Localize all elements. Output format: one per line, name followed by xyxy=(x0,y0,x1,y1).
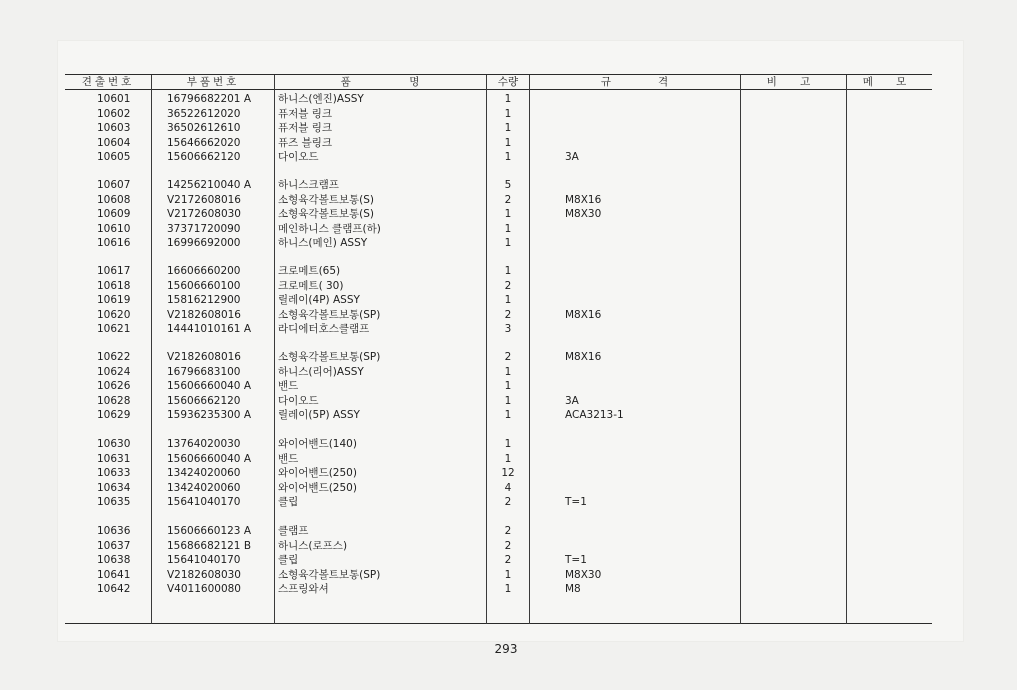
part-name: 하니스(리어)ASSY xyxy=(278,365,364,378)
quantity: 1 xyxy=(504,365,512,378)
part-name: 다이오드 xyxy=(278,394,319,407)
part-name: 클립 xyxy=(278,496,299,508)
header-part-name: 품 명 xyxy=(340,76,421,88)
part-no: 15641040170 xyxy=(167,554,241,566)
spec: ACA3213-1 xyxy=(565,409,624,421)
table-row xyxy=(0,207,1017,221)
index-no: 10636 xyxy=(97,525,131,537)
index-no: 10622 xyxy=(97,351,131,363)
table-row xyxy=(0,452,1017,466)
part-name: 퓨저블 링크 xyxy=(278,122,333,134)
index-no: 10633 xyxy=(97,467,131,479)
index-no: 10617 xyxy=(97,265,131,277)
quantity: 2 xyxy=(504,496,512,508)
quantity: 1 xyxy=(504,122,512,134)
part-no: 13424020060 xyxy=(167,467,241,479)
part-name: 밴드 xyxy=(278,380,299,392)
quantity: 1 xyxy=(504,237,512,249)
quantity: 1 xyxy=(504,151,512,163)
part-name: 메인하니스 클램프(하) xyxy=(278,222,381,235)
part-no: 36522612020 xyxy=(167,107,241,120)
part-no: V2182608030 xyxy=(167,568,241,581)
index-no: 10628 xyxy=(97,394,131,407)
part-name: 퓨저블 링크 xyxy=(278,107,333,120)
table-row xyxy=(0,466,1017,480)
part-no: V2172608016 xyxy=(167,193,241,206)
table-row xyxy=(0,293,1017,307)
part-name: 스프링와셔 xyxy=(278,583,329,595)
header-remarks: 비 고 xyxy=(766,76,821,88)
index-no: 10631 xyxy=(97,452,131,465)
part-name: 소형육각볼트보통(S) xyxy=(278,208,375,220)
quantity: 1 xyxy=(504,294,512,306)
part-no: 15606660040 A xyxy=(167,380,252,392)
quantity: 2 xyxy=(504,193,512,206)
table-row xyxy=(0,365,1017,379)
table-row xyxy=(0,222,1017,236)
part-name: 하니스(메인) ASSY xyxy=(278,237,368,249)
quantity: 1 xyxy=(504,452,512,465)
part-name: 퓨즈 블링크 xyxy=(278,136,333,149)
quantity: 2 xyxy=(504,554,512,566)
table-row xyxy=(0,121,1017,135)
spec: M8X30 xyxy=(565,568,602,581)
index-no: 10629 xyxy=(97,409,131,421)
part-no: 15606662120 xyxy=(167,394,241,407)
header-index-no: 견출번호 xyxy=(81,76,135,88)
index-no: 10608 xyxy=(97,193,131,206)
table-row xyxy=(0,322,1017,336)
index-no: 10618 xyxy=(97,279,131,292)
table-row xyxy=(0,279,1017,293)
table-row xyxy=(0,524,1017,538)
spec: 3A xyxy=(565,151,579,163)
quantity: 2 xyxy=(504,351,512,363)
quantity: 1 xyxy=(504,583,512,595)
table-bottom-rule xyxy=(65,623,932,624)
index-no: 10621 xyxy=(97,323,131,335)
table-row xyxy=(0,350,1017,364)
table-row xyxy=(0,193,1017,207)
index-no: 10619 xyxy=(97,294,131,306)
part-name: 다이오드 xyxy=(278,151,319,163)
index-no: 10607 xyxy=(97,179,131,191)
quantity: 2 xyxy=(504,525,512,537)
part-no: V4011600080 xyxy=(167,583,241,595)
index-no: 10603 xyxy=(97,122,131,134)
table-row xyxy=(0,553,1017,567)
part-name: 릴레이(5P) ASSY xyxy=(278,409,360,421)
part-name: 와이어밴드(250) xyxy=(278,467,357,479)
part-no: 15606660100 xyxy=(167,279,241,292)
quantity: 1 xyxy=(504,380,512,392)
table-row xyxy=(0,150,1017,164)
quantity: 1 xyxy=(504,208,512,220)
part-name: 와이어밴드(140) xyxy=(278,438,357,450)
quantity: 1 xyxy=(504,136,512,149)
header-bottom-rule xyxy=(65,89,932,90)
index-no: 10601 xyxy=(97,93,131,105)
part-no: 14256210040 A xyxy=(167,179,252,191)
part-no: 13424020060 xyxy=(167,481,241,494)
quantity: 1 xyxy=(504,568,512,581)
part-no: 15606660123 A xyxy=(167,525,252,537)
table-row xyxy=(0,178,1017,192)
index-no: 10634 xyxy=(97,481,131,494)
index-no: 10620 xyxy=(97,308,131,321)
quantity: 1 xyxy=(504,265,512,277)
header-memo: 메 모 xyxy=(862,76,917,88)
table-row xyxy=(0,481,1017,495)
index-no: 10604 xyxy=(97,136,131,149)
quantity: 1 xyxy=(504,93,512,105)
quantity: 5 xyxy=(504,179,512,191)
part-name: 밴드 xyxy=(278,452,299,465)
index-no: 10630 xyxy=(97,438,131,450)
table-row xyxy=(0,437,1017,451)
table-row xyxy=(0,107,1017,121)
part-no: 37371720090 xyxy=(167,222,241,235)
spec: T=1 xyxy=(565,554,587,566)
part-no: V2172608030 xyxy=(167,208,241,220)
index-no: 10609 xyxy=(97,208,131,220)
part-name: 소형육각볼트보통(SP) xyxy=(278,308,381,321)
spec: 3A xyxy=(565,394,579,407)
quantity: 2 xyxy=(504,279,512,292)
quantity: 1 xyxy=(504,107,512,120)
part-no: V2182608016 xyxy=(167,308,241,321)
spec: M8X30 xyxy=(565,208,602,220)
part-no: 15936235300 A xyxy=(167,409,252,421)
part-name: 클램프 xyxy=(278,525,309,537)
part-name: 하니스(엔진)ASSY xyxy=(278,93,364,105)
spec: M8 xyxy=(565,583,581,595)
part-no: 15606662120 xyxy=(167,151,241,163)
quantity: 12 xyxy=(501,467,515,479)
part-no: 15816212900 xyxy=(167,294,241,306)
part-name: 소형육각볼트보통(SP) xyxy=(278,351,381,363)
part-no: 13764020030 xyxy=(167,438,241,450)
part-no: V2182608016 xyxy=(167,351,241,363)
part-no: 16796683100 xyxy=(167,365,241,378)
table-row xyxy=(0,495,1017,509)
part-name: 하니스크램프 xyxy=(278,179,339,191)
quantity: 3 xyxy=(504,323,512,335)
index-no: 10641 xyxy=(97,568,131,581)
part-no: 15646662020 xyxy=(167,136,241,149)
part-name: 소형육각볼트보통(SP) xyxy=(278,568,381,581)
quantity: 2 xyxy=(504,539,512,552)
part-name: 와이어밴드(250) xyxy=(278,481,357,494)
quantity: 1 xyxy=(504,409,512,421)
index-no: 10605 xyxy=(97,151,131,163)
part-no: 15641040170 xyxy=(167,496,241,508)
index-no: 10602 xyxy=(97,107,131,120)
part-name: 소형육각볼트보통(S) xyxy=(278,193,375,206)
part-name: 하니스(로프스) xyxy=(278,539,348,552)
index-no: 10610 xyxy=(97,222,131,235)
table-row xyxy=(0,582,1017,596)
table-row xyxy=(0,236,1017,250)
page-number: 293 xyxy=(494,642,518,656)
index-no: 10638 xyxy=(97,554,131,566)
header-quantity: 수량 xyxy=(497,76,519,88)
table-row xyxy=(0,539,1017,553)
part-no: 36502612610 xyxy=(167,122,241,134)
table-row xyxy=(0,308,1017,322)
part-no: 15686682121 B xyxy=(167,539,252,552)
part-name: 라디에터호스클램프 xyxy=(278,323,370,335)
index-no: 10626 xyxy=(97,380,131,392)
header-part-no: 부품번호 xyxy=(186,76,240,88)
table-row xyxy=(0,394,1017,408)
spec: M8X16 xyxy=(565,193,602,206)
part-no: 16606660200 xyxy=(167,265,241,277)
quantity: 4 xyxy=(504,481,512,494)
table-row xyxy=(0,92,1017,106)
part-name: 크로메트( 30) xyxy=(278,279,344,292)
part-no: 16996692000 xyxy=(167,237,241,249)
part-no: 14441010161 A xyxy=(167,323,252,335)
index-no: 10616 xyxy=(97,237,131,249)
part-name: 클립 xyxy=(278,554,299,566)
table-row xyxy=(0,568,1017,582)
table-row xyxy=(0,136,1017,150)
quantity: 1 xyxy=(504,438,512,450)
index-no: 10637 xyxy=(97,539,131,552)
index-no: 10624 xyxy=(97,365,131,378)
table-row xyxy=(0,379,1017,393)
spec: T=1 xyxy=(565,496,587,508)
part-no: 16796682201 A xyxy=(167,93,252,105)
part-name: 릴레이(4P) ASSY xyxy=(278,294,360,306)
part-name: 크로메트(65) xyxy=(278,265,341,277)
part-no: 15606660040 A xyxy=(167,452,252,465)
quantity: 1 xyxy=(504,394,512,407)
header-spec: 규 격 xyxy=(600,76,670,88)
index-no: 10635 xyxy=(97,496,131,508)
quantity: 2 xyxy=(504,308,512,321)
index-no: 10642 xyxy=(97,583,131,595)
spec: M8X16 xyxy=(565,308,602,321)
table-row xyxy=(0,264,1017,278)
spec: M8X16 xyxy=(565,351,602,363)
quantity: 1 xyxy=(504,222,512,235)
table-row xyxy=(0,408,1017,422)
